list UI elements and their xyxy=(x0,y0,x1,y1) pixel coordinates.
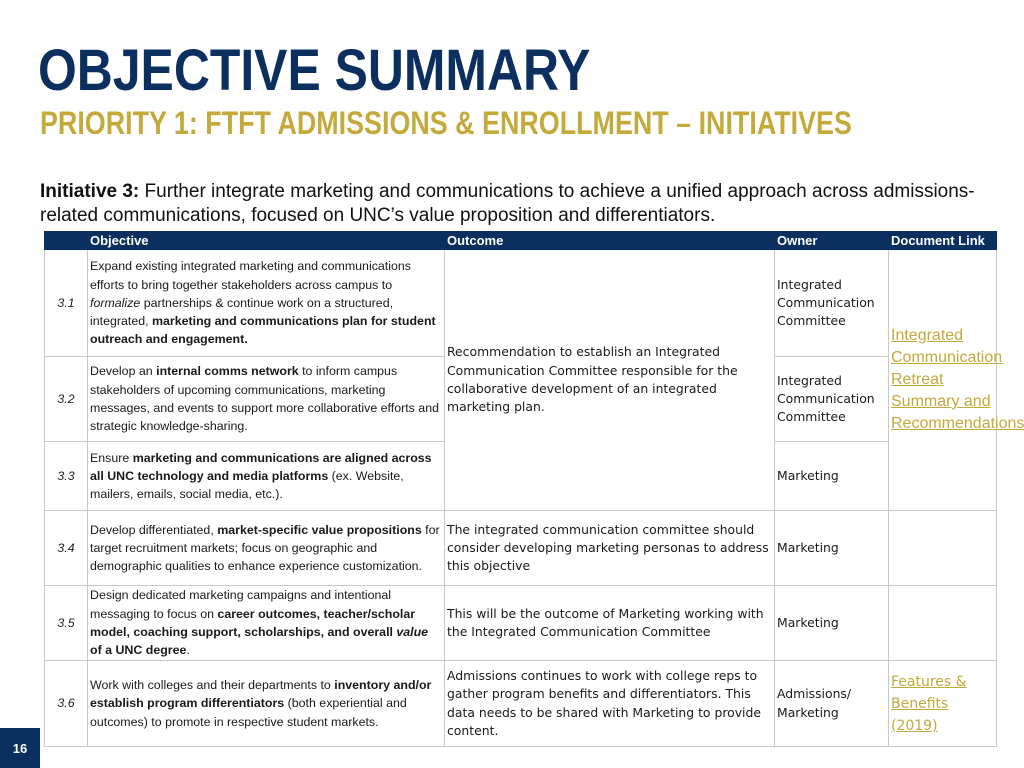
objective-cell: Ensure marketing and communications are aligned across all UNC technology and media platforms (ex. Website, mailers, emails, social media, etc.). xyxy=(88,442,445,511)
table-row xyxy=(45,661,997,747)
col-header-outcome: Outcome xyxy=(445,232,775,250)
col-header-document-link: Document Link xyxy=(889,232,997,250)
owner-cell: Marketing xyxy=(775,442,889,511)
col-header-num xyxy=(45,232,88,250)
initiative-label: Initiative 3: xyxy=(40,181,140,202)
objective-cell: Design dedicated marketing campaigns and intentional messaging to focus on career outcomes, teacher/scholar model, coaching support, scholarships, and overall value of a UNC degree. xyxy=(88,586,445,661)
outcome-cell: This will be the outcome of Marketing working with the Integrated Communication Committee xyxy=(445,586,775,661)
owner-cell: Marketing xyxy=(775,586,889,661)
objective-cell: Develop differentiated, market-specific value propositions for target recruitment markets; focus on geographic and demographic qualities to enhance experience customization. xyxy=(88,511,445,586)
document-link-cell xyxy=(889,586,997,661)
outcome-cell: The integrated communication committee should consider developing marketing personas to address this objective xyxy=(445,511,775,586)
table-header-row xyxy=(45,232,997,250)
row-number: 3.6 xyxy=(45,661,88,747)
owner-cell: Marketing xyxy=(775,511,889,586)
initiative-statement xyxy=(40,180,980,228)
page-subtitle: PRIORITY 1: FTFT ADMISSIONS & ENROLLMENT – INITIATIVES xyxy=(40,105,852,141)
objective-cell: Develop an internal comms network to inform campus stakeholders of upcoming communications, marketing messages, and events to support more collaborative efforts and strategic knowledge-sharing. xyxy=(88,357,445,442)
document-link-cell xyxy=(889,661,997,747)
retreat-summary-link[interactable]: Integrated Communication Retreat Summary and Recommendations xyxy=(891,327,1024,432)
document-link-cell xyxy=(889,511,997,586)
objectives-table xyxy=(44,231,1024,747)
objective-cell: Work with colleges and their departments to inventory and/or establish program differentiators (both experiential and outcomes) to promote in respective student markets. xyxy=(88,661,445,747)
table-row xyxy=(45,586,997,661)
table-row xyxy=(45,250,997,357)
row-number: 3.5 xyxy=(45,586,88,661)
row-number: 3.1 xyxy=(45,250,88,357)
features-benefits-link[interactable]: Features & Benefits (2019) xyxy=(891,673,967,734)
owner-cell: Admissions/ Marketing xyxy=(775,661,889,747)
document-link-cell xyxy=(889,250,1024,511)
row-number: 3.3 xyxy=(45,442,88,511)
initiative-text: Further integrate marketing and communications to achieve a unified approach across admissions-related communications, focused on UNC’s value proposition and differentiators. xyxy=(40,181,975,226)
row-number: 3.2 xyxy=(45,357,88,442)
col-header-objective: Objective xyxy=(88,232,445,250)
page-title: OBJECTIVE SUMMARY xyxy=(38,38,591,103)
outcome-cell-merged: Recommendation to establish an Integrated Communication Committee responsible for the collaborative development of an integrated marketing plan. xyxy=(445,250,775,511)
outcome-cell: Admissions continues to work with college reps to gather program benefits and differentiators. This data needs to be shared with Marketing to provide content. xyxy=(445,661,775,747)
row-number: 3.4 xyxy=(45,511,88,586)
owner-cell: Integrated Communication Committee xyxy=(775,250,889,357)
table-row xyxy=(45,511,997,586)
page-number: 16 xyxy=(0,728,40,768)
owner-cell: Integrated Communication Committee xyxy=(775,357,889,442)
objective-cell: Expand existing integrated marketing and communications efforts to bring together stakeholders across campus to formalize partnerships & continue work on a structured, integrated, marketing and communications plan for student outreach and engagement. xyxy=(88,250,445,357)
col-header-owner: Owner xyxy=(775,232,889,250)
